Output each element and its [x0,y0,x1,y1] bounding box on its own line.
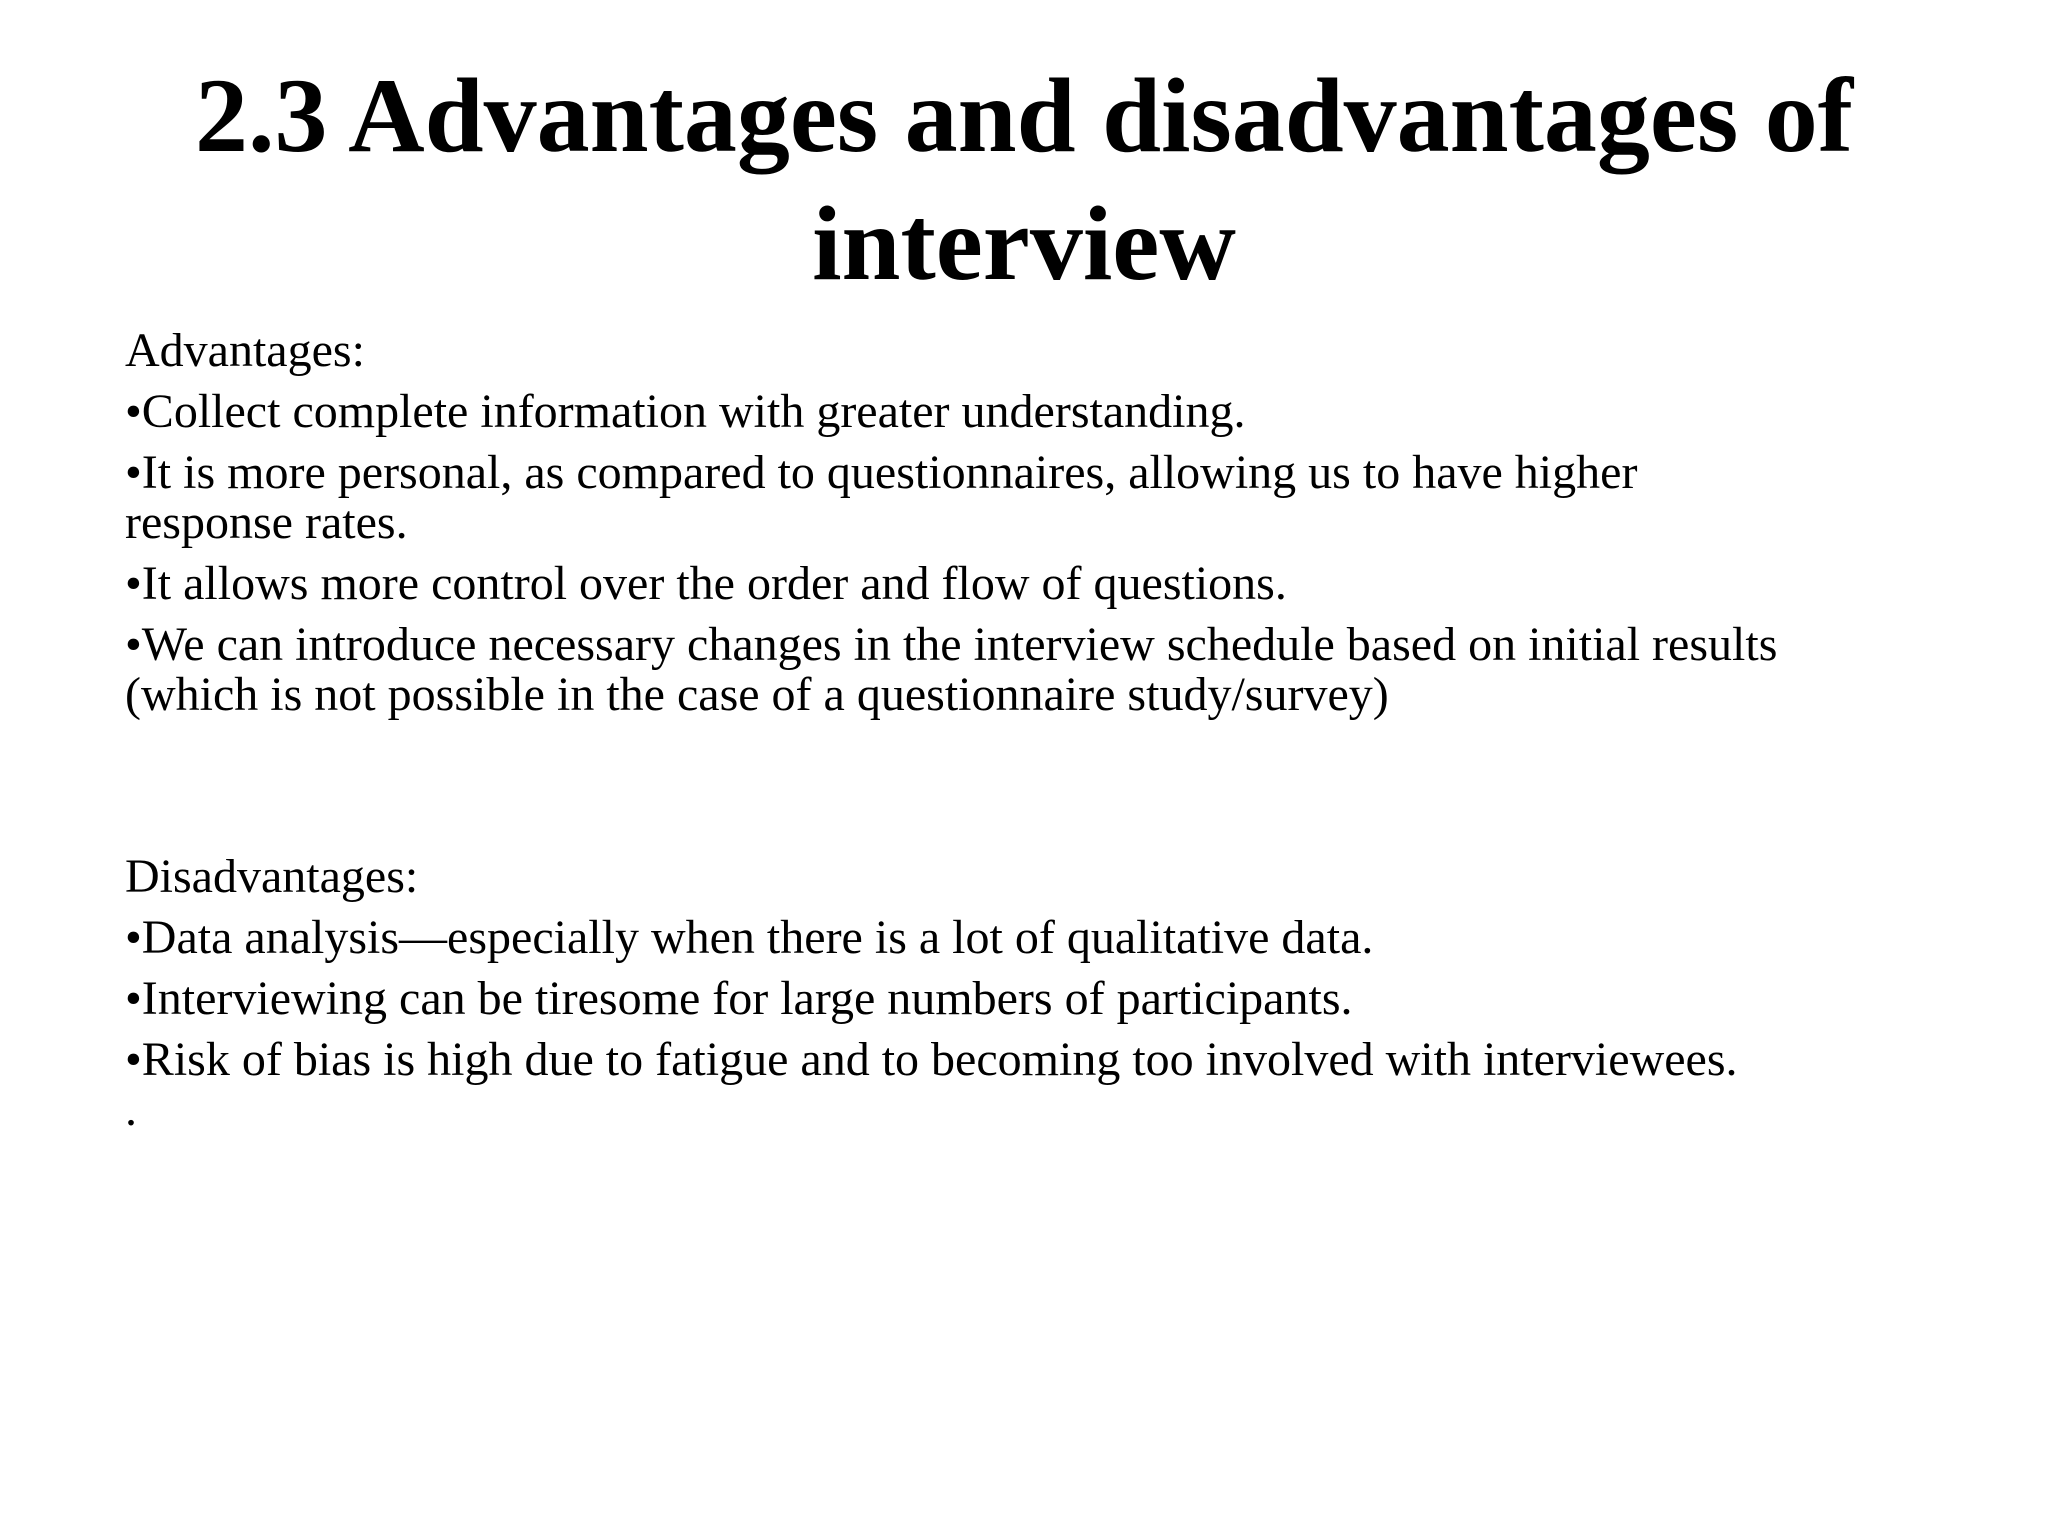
advantage-item-4-line-2: (which is not possible in the case of a questionnaire study/survey) [125,668,1389,721]
advantage-item-4 [125,620,1965,720]
disadvantage-item-3-line-1: •Risk of bias is high due to fatigue and to becoming too involved with interviewees. [125,1033,1738,1086]
slide-title [0,52,2048,308]
trailing-mark: . [125,1083,137,1136]
advantage-item-2-line-1: •It is more personal, as compared to questionnaires, allowing us to have higher [125,446,1638,499]
disadvantages-heading: Disadvantages: [125,850,419,903]
slide-body [125,326,1965,1146]
advantage-item-2 [125,448,1965,548]
advantage-item-2-line-2: response rates. [125,496,408,549]
disadvantage-item-2-line-1: •Interviewing can be tiresome for large numbers of participants. [125,972,1353,1025]
slide-title-line-1: 2.3 Advantages and disadvantages of [194,57,1854,174]
advantage-item-4-line-1: •We can introduce necessary changes in the interview schedule based on initial results [125,618,1778,671]
slide-title-line-2: interview [812,185,1236,302]
disadvantage-item-2 [125,974,1965,1024]
advantage-item-3 [125,559,1965,609]
advantage-item-1-line-1: •Collect complete information with greater understanding. [125,385,1246,438]
advantages-heading: Advantages: [125,324,365,377]
disadvantage-item-3 [125,1035,1965,1135]
disadvantage-item-1 [125,913,1965,963]
advantage-item-1 [125,387,1965,437]
disadvantage-item-1-line-1: •Data analysis—especially when there is a lot of qualitative data. [125,911,1374,964]
advantage-item-3-line-1: •It allows more control over the order and flow of questions. [125,557,1287,610]
